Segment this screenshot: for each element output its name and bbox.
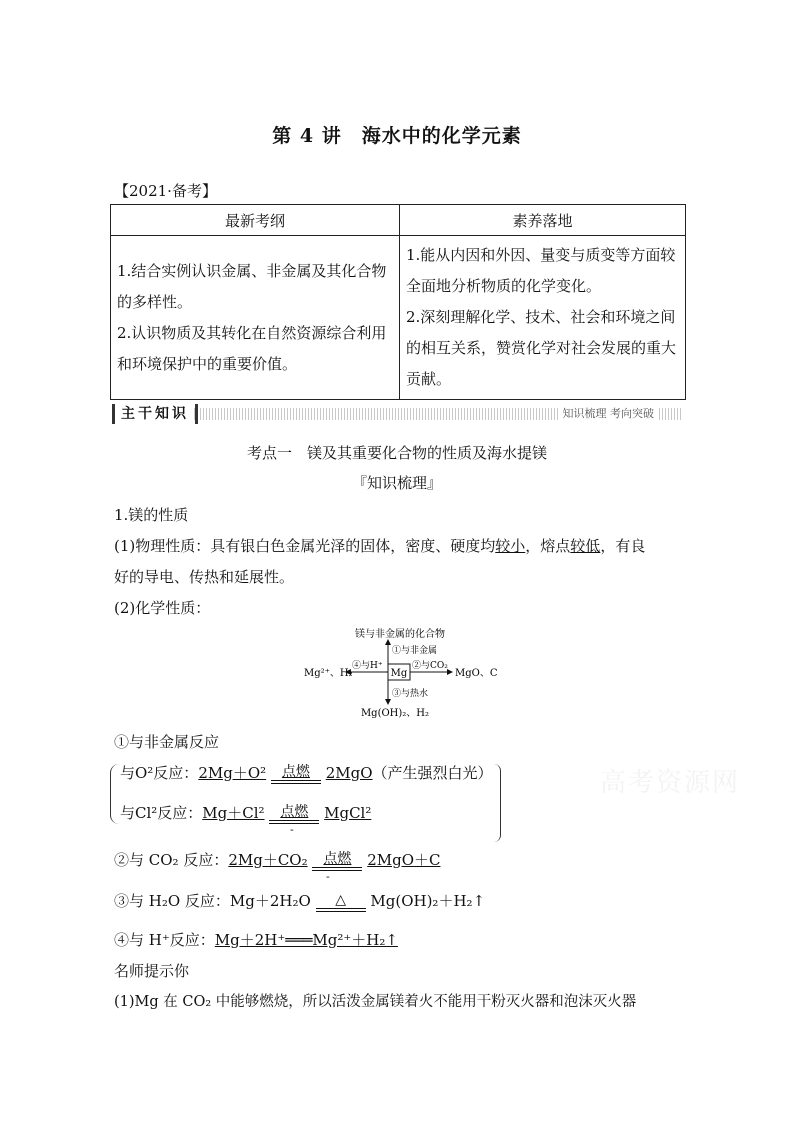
co2-dash: - [326, 870, 330, 883]
blank-answer: 较低 [570, 537, 601, 555]
condition-burn [269, 805, 319, 824]
section-bar-label: 主干知识 [112, 404, 198, 424]
reaction-prefix: 与Cl²反应： [120, 804, 203, 822]
physical-text: ，熔点 [525, 537, 571, 555]
exam-tag: 【2021·备考】 [114, 182, 217, 200]
reaction-cl2 [120, 802, 371, 824]
reaction-rhs: Mg(OH)₂＋H₂↑ [370, 892, 486, 910]
knowledge-heading: 『知识梳理』 [351, 474, 442, 492]
equals-lines [312, 867, 362, 871]
reaction-o2 [120, 762, 493, 784]
reaction-equation: Mg＋2H⁺═══Mg²⁺＋H₂↑ [214, 931, 398, 949]
equals-lines [269, 820, 319, 824]
diagram-arrow-bottom-label: ③与热水 [392, 689, 429, 699]
reaction-lhs: Mg＋Cl² [202, 804, 265, 822]
reaction-1-label: ①与非金属反应 [114, 733, 220, 751]
condition-text: 点燃 [280, 803, 309, 820]
table-cell-literacy [400, 236, 686, 400]
outline-item: 1.结合实例认识金属、非金属及其化合物的多样性。 [117, 261, 387, 311]
reaction-h-plus [114, 929, 398, 950]
reaction-note: （产生强烈白光） [372, 764, 493, 782]
section-bar-sub: 知识梳理 考向突破 [559, 404, 659, 424]
condition-burn [312, 852, 362, 871]
section-bar [112, 404, 682, 424]
chemical-label: (2)化学性质： [114, 599, 211, 617]
physical-text: (1)物理性质：具有银白色金属光泽的固体，密度、硬度均 [114, 537, 496, 555]
diagram-arrow-left-label: ④与H⁺ [352, 661, 383, 671]
topic-heading: 考点一 镁及其重要化合物的性质及海水提镁 [246, 444, 547, 462]
condition-text: 点燃 [281, 763, 310, 780]
diagram-bottom-label: Mg(OH)₂、H₂ [360, 708, 430, 719]
reaction-lhs: 2Mg＋CO₂ [228, 851, 308, 869]
exam-table [110, 204, 686, 400]
diagram-right-label: MgO、C [455, 668, 498, 679]
condition-heat [316, 893, 366, 912]
reaction-h2o [114, 890, 485, 912]
equals-lines [271, 780, 321, 784]
literacy-item: 1.能从内因和外因、量变与质变等方面较全面地分析物质的化学变化。 [406, 246, 676, 295]
literacy-item: 2.深刻理解化学、技术、社会和环境之间的相互关系，赞赏化学对社会发展的重大贡献。 [406, 308, 677, 388]
reaction-prefix: 与O²反应： [120, 764, 199, 782]
reaction-prefix: ④与 H⁺反应： [114, 931, 215, 949]
tip-1: (1)Mg 在 CO₂ 中能够燃烧，所以活泼金属镁着火不能用干粉灭火器和泡沫灭火器 [114, 994, 637, 1010]
reaction-rhs: 2MgO＋C [367, 851, 441, 869]
blank-answer: 较小 [495, 537, 526, 555]
mg-reaction-diagram [300, 626, 500, 720]
table-header-outline: 最新考纲 [111, 205, 400, 236]
cl2-dash: - [290, 823, 294, 836]
left-brace [110, 764, 119, 824]
diagram-top-label: 镁与非金属的化合物 [355, 629, 445, 640]
reaction-lhs: 2Mg＋O² [198, 764, 267, 782]
reaction-rhs: MgCl² [324, 804, 372, 822]
diagram-center-label: Mg [390, 668, 408, 679]
diagram-arrow-top-label: ①与非金属 [392, 646, 438, 656]
condition-text: 点燃 [323, 850, 352, 867]
outline-item: 2.认识物质及其转化在自然资源综合利用和环境保护中的重要价值。 [117, 323, 387, 373]
equals-lines [316, 908, 366, 912]
reaction-prefix: ③与 H₂O 反应：Mg＋2H₂O [114, 892, 311, 910]
physical-properties [114, 535, 645, 556]
reaction-co2 [114, 849, 440, 871]
diagram-arrow-right-label: ②与CO₂ [412, 661, 448, 671]
right-brace [494, 764, 501, 842]
watermark: 高考资源网 [600, 768, 741, 798]
tip-title: 名师提示你 [114, 962, 190, 980]
physical-text: ，有良 [600, 537, 646, 555]
section-heading: 1.镁的性质 [114, 506, 189, 524]
condition-text: △ [335, 891, 346, 908]
diagram-left-label: Mg²⁺、H₂ [304, 668, 353, 679]
page-title: 第 4 讲 海水中的化学元素 [272, 125, 522, 147]
condition-burn [271, 765, 321, 784]
reaction-prefix: ②与 CO₂ 反应： [114, 851, 229, 869]
table-header-literacy: 素养落地 [400, 205, 686, 236]
reaction-rhs: 2MgO [325, 764, 373, 782]
physical-properties-cont: 好的导电、传热和延展性。 [114, 568, 295, 586]
table-cell-outline [111, 236, 400, 400]
